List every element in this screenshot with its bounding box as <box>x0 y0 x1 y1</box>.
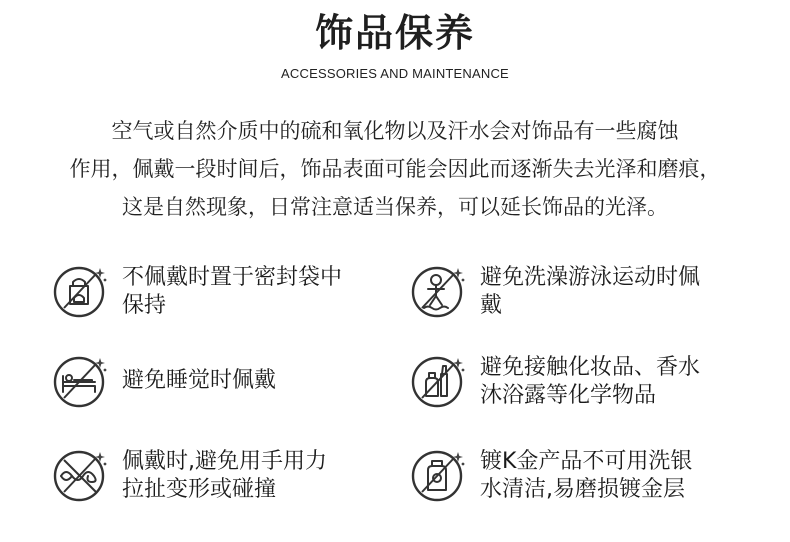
tip-pulling <box>52 446 392 506</box>
tip-line: 戴 <box>480 293 503 318</box>
tip-text <box>122 264 392 320</box>
intro-paragraph <box>20 112 770 226</box>
intro-line: 作用，佩戴一段时间后，饰品表面可能会因此而逐渐失去光泽和磨痕， <box>69 157 721 181</box>
tangled-chain-icon <box>52 446 110 504</box>
page-subtitle: ACCESSORIES AND MAINTENANCE <box>281 66 509 81</box>
tip-line: 保持 <box>122 293 167 318</box>
tip-line: 避免接触化妆品、香水 <box>480 355 701 380</box>
tip-cosmetics <box>410 352 750 412</box>
tip-line: 避免洗澡游泳运动时佩 <box>480 265 701 290</box>
tip-swimming <box>410 262 750 322</box>
tip-line: 拉扯变形或碰撞 <box>122 477 277 502</box>
tip-line: 沐浴露等化学物品 <box>480 383 657 408</box>
tip-silver-cleaner <box>410 446 750 506</box>
tip-sealed-bag <box>52 262 392 322</box>
cosmetics-icon <box>410 352 468 410</box>
bed-icon <box>52 352 110 410</box>
intro-line: 这是自然现象，日常注意适当保养，可以延长饰品的光泽。 <box>122 195 668 219</box>
tip-line: 佩戴时,避免用手用力 <box>122 449 327 474</box>
tip-text <box>122 448 392 504</box>
swimmer-icon <box>410 262 468 320</box>
tip-line: 不佩戴时置于密封袋中 <box>122 265 343 290</box>
tip-text <box>480 354 750 410</box>
tip-sleeping <box>52 352 392 412</box>
tip-text <box>480 264 750 320</box>
tip-text <box>122 367 392 395</box>
intro-line: 空气或自然介质中的硫和氧化物以及汗水会对饰品有一些腐蚀 <box>111 119 679 143</box>
sealed-bag-icon <box>52 262 110 320</box>
tip-line: 避免睡觉时佩戴 <box>122 368 277 393</box>
tip-line: 镀K金产品不可用洗银 <box>480 449 693 474</box>
tip-line: 水清洁,易磨损镀金层 <box>480 477 685 502</box>
tip-text <box>480 448 750 504</box>
cleaner-bottle-icon <box>410 446 468 504</box>
page-title: 饰品保养 <box>314 11 475 55</box>
